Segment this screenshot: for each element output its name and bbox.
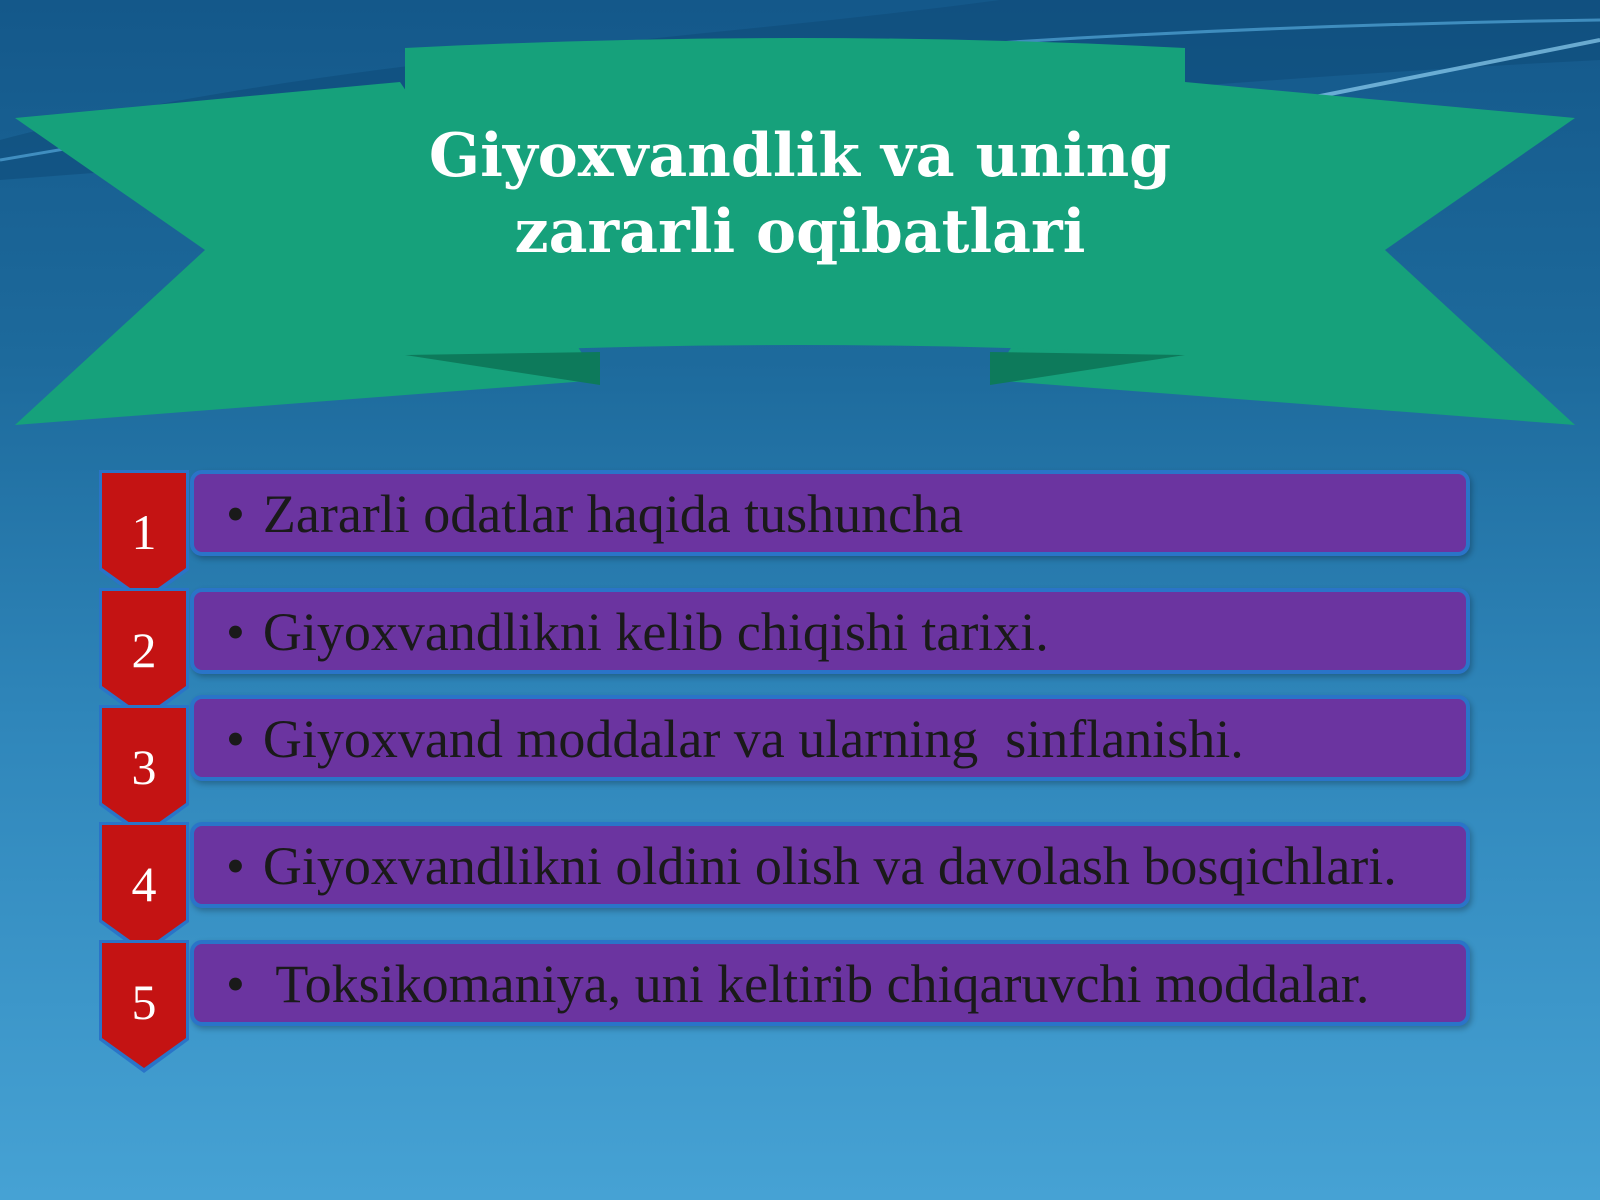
agenda-item-number: 5: [131, 974, 157, 1030]
bullet-icon: •: [226, 836, 245, 896]
agenda-item-bar: [190, 822, 1470, 908]
page-title-line-1: Giyoxvandlik va uning: [428, 121, 1172, 191]
agenda-item-text: Giyoxvand moddalar va ularning sinflanishi.: [262, 709, 1244, 769]
agenda-item-bar: [190, 940, 1470, 1026]
agenda-item-text: Giyoxvandlikni oldini olish va davolash bosqichlari.: [262, 836, 1397, 896]
agenda-item-5: [0, 940, 1600, 1070]
agenda-item-bar: [190, 695, 1470, 781]
agenda-item-text: Zararli odatlar haqida tushuncha: [262, 484, 964, 544]
agenda-item-number: 4: [131, 856, 157, 912]
bullet-icon: •: [226, 484, 245, 544]
agenda-item-bar: [190, 470, 1470, 556]
agenda-item-text: Toksikomaniya, uni keltirib chiqaruvchi moddalar.: [262, 954, 1370, 1014]
agenda-item-number: 3: [131, 739, 157, 795]
bullet-icon: •: [226, 602, 245, 662]
page-title-line-2: zararli oqibatlari: [514, 197, 1086, 267]
agenda-item-1: [0, 470, 1600, 600]
bullet-icon: •: [226, 709, 245, 769]
agenda-item-bar: [190, 588, 1470, 674]
agenda-item-3: [0, 695, 1600, 825]
agenda-item-number: 2: [131, 622, 157, 678]
agenda-item-text: Giyoxvandlikni kelib chiqishi tarixi.: [262, 602, 1049, 662]
agenda-item-number: 1: [131, 504, 157, 560]
bullet-icon: •: [226, 954, 245, 1014]
agenda-item-4: [0, 822, 1600, 952]
